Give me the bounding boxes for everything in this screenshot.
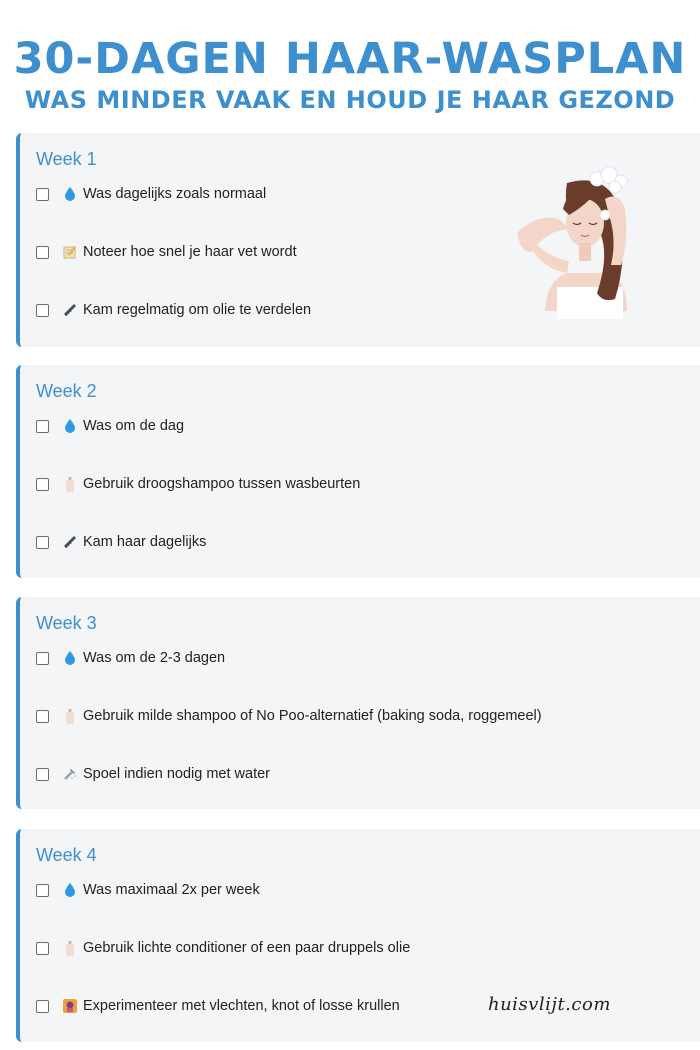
task-checkbox[interactable] [36, 246, 49, 259]
task-checkbox[interactable] [36, 188, 49, 201]
task-checkbox[interactable] [36, 710, 49, 723]
bottle-icon [63, 476, 77, 492]
task-item[interactable] [36, 473, 360, 495]
shower-icon [63, 766, 77, 782]
task-label: Experimenteer met vlechten, knot of losse krullen [83, 998, 400, 1014]
task-label: Was maximaal 2x per week [83, 882, 260, 898]
task-item[interactable] [36, 995, 400, 1017]
page-subtitle: WAS MINDER VAAK EN HOUD JE HAAR GEZOND [24, 86, 676, 114]
signature-logo: huisvlijt.com [488, 994, 611, 1015]
task-item[interactable] [36, 763, 270, 785]
water-drop-icon [63, 186, 77, 202]
task-checkbox[interactable] [36, 478, 49, 491]
bottle-icon [63, 940, 77, 956]
week-card-1 [16, 133, 700, 347]
task-label: Noteer hoe snel je haar vet wordt [83, 244, 297, 260]
task-item[interactable] [36, 183, 266, 205]
bottle-icon [63, 708, 77, 724]
woman-washing-hair-illustration [497, 161, 647, 321]
memo-icon [63, 244, 77, 260]
page-title: 30-DAGEN HAAR-WASPLAN [13, 34, 687, 84]
task-item[interactable] [36, 937, 410, 959]
task-item[interactable] [36, 531, 206, 553]
task-item[interactable] [36, 879, 260, 901]
task-label: Gebruik milde shampoo of No Poo-alternatief (baking soda, roggemeel) [83, 708, 542, 724]
task-checkbox[interactable] [36, 304, 49, 317]
task-label: Gebruik droogshampoo tussen wasbeurten [83, 476, 361, 492]
task-checkbox[interactable] [36, 420, 49, 433]
task-label: Spoel indien nodig met water [83, 766, 271, 782]
task-item[interactable] [36, 415, 184, 437]
task-item[interactable] [36, 705, 542, 727]
task-label: Was dagelijks zoals normaal [83, 186, 267, 202]
task-label: Gebruik lichte conditioner of een paar druppels olie [83, 940, 411, 956]
task-checkbox[interactable] [36, 942, 49, 955]
hair-styling-icon [63, 998, 77, 1014]
water-drop-icon [63, 650, 77, 666]
task-checkbox[interactable] [36, 652, 49, 665]
task-label: Kam regelmatig om olie te verdelen [83, 302, 312, 318]
task-label: Was om de 2-3 dagen [83, 650, 226, 666]
task-checkbox[interactable] [36, 1000, 49, 1013]
task-checkbox[interactable] [36, 536, 49, 549]
week-card-3 [16, 597, 700, 809]
comb-icon [63, 534, 77, 550]
water-drop-icon [63, 882, 77, 898]
week-title: Week 1 [36, 149, 97, 169]
week-title: Week 4 [36, 845, 97, 865]
task-item[interactable] [36, 241, 297, 263]
week-title: Week 2 [36, 381, 97, 401]
task-item[interactable] [36, 299, 311, 321]
task-item[interactable] [36, 647, 225, 669]
task-label: Kam haar dagelijks [83, 534, 207, 550]
task-checkbox[interactable] [36, 884, 49, 897]
week-title: Week 3 [36, 613, 97, 633]
water-drop-icon [63, 418, 77, 434]
task-label: Was om de dag [83, 418, 185, 434]
comb-icon [63, 302, 77, 318]
week-card-2 [16, 365, 700, 578]
task-checkbox[interactable] [36, 768, 49, 781]
